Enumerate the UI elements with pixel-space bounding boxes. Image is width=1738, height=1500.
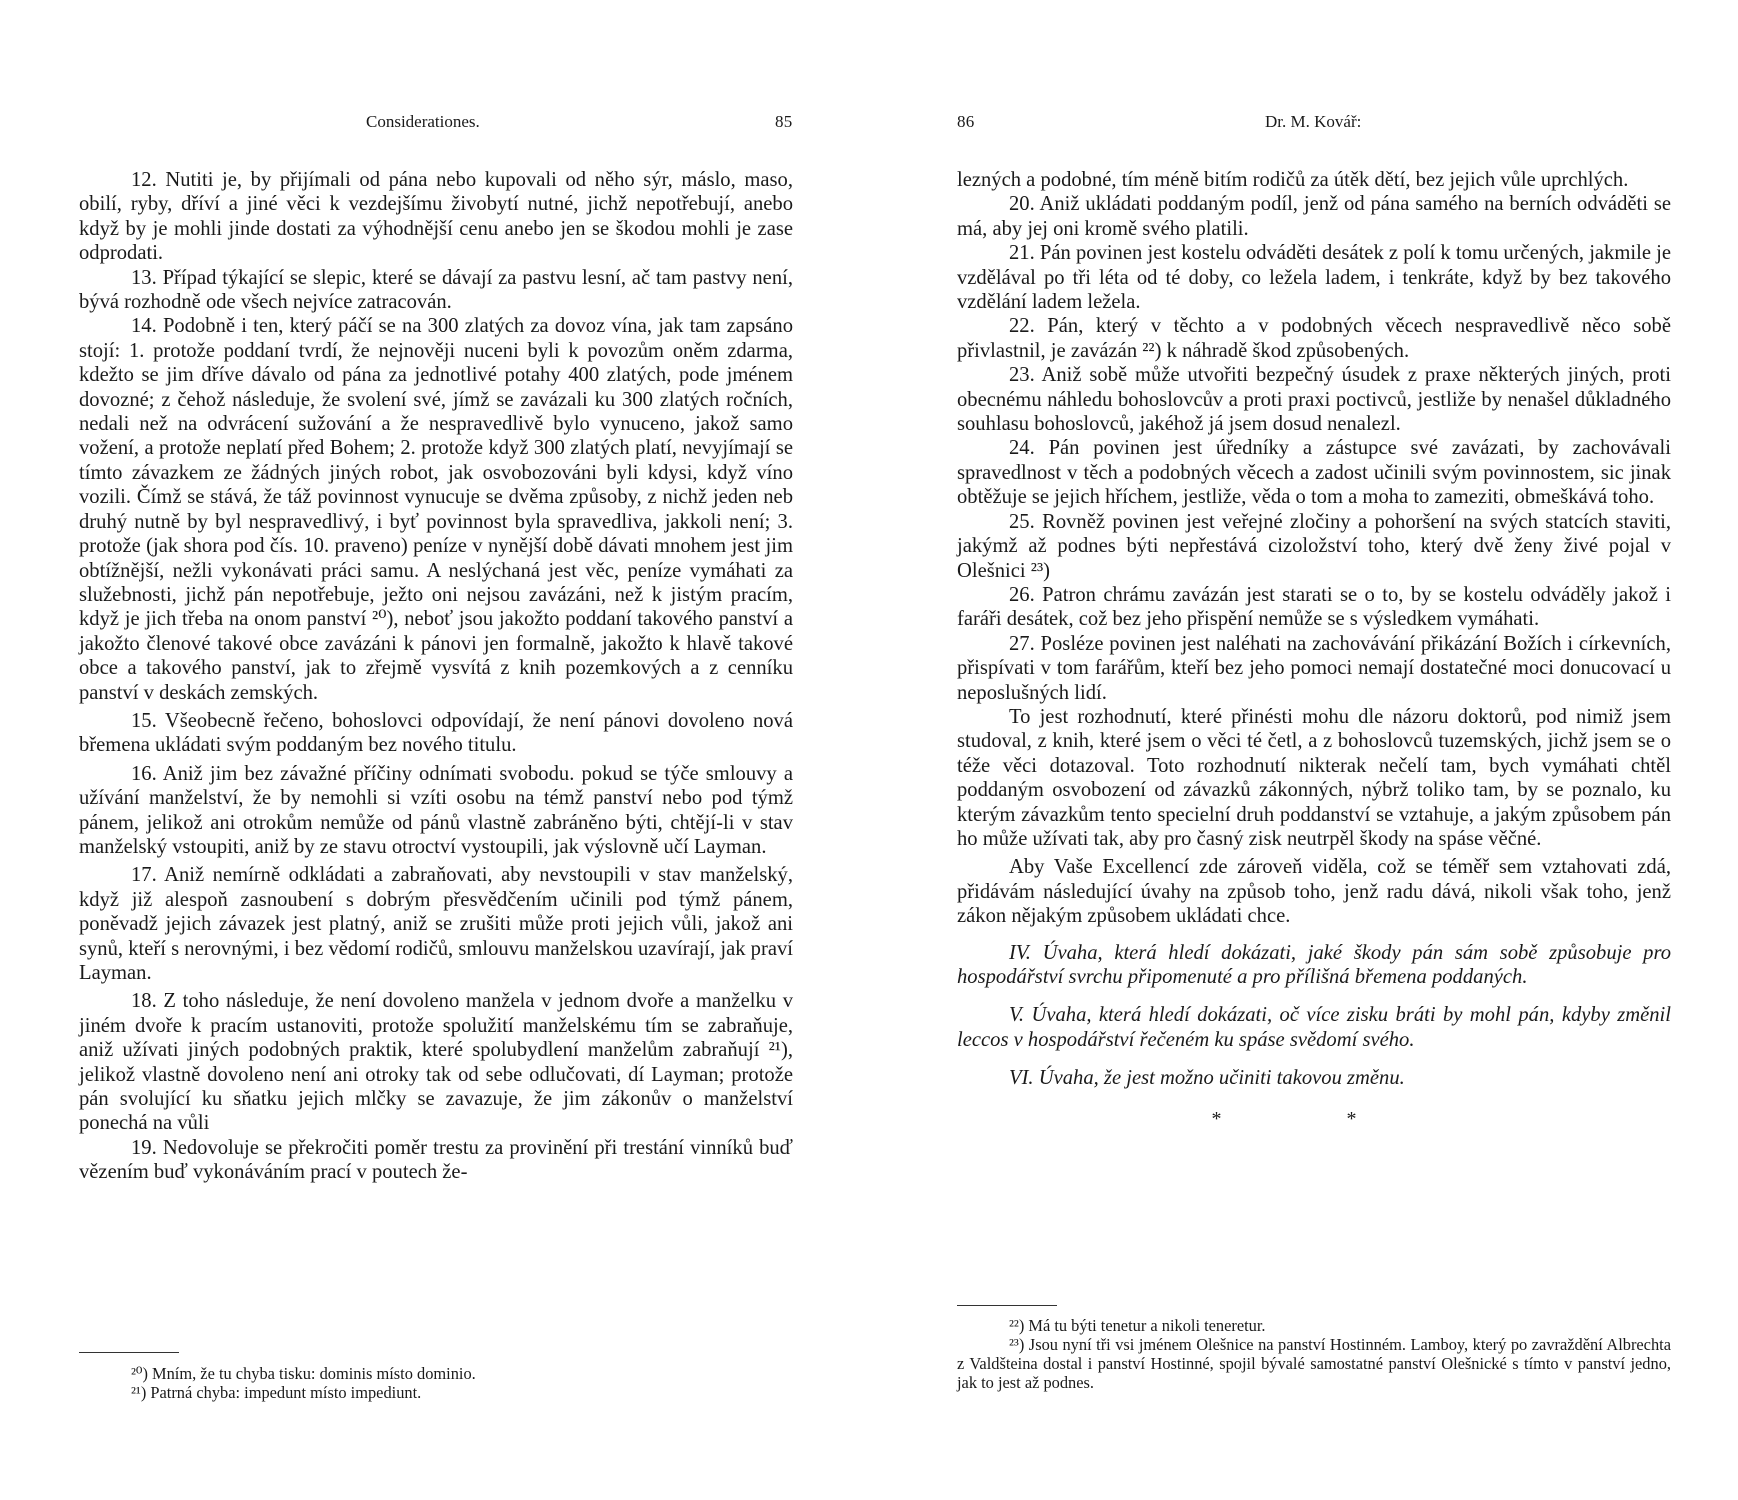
footnote-21: ²¹) Patrná chyba: impedunt místo impediunt. — [131, 1383, 422, 1402]
page-number: 85 — [775, 112, 793, 131]
running-head: Dr. M. Kovář: — [1265, 112, 1362, 131]
text-column — [79, 168, 793, 1185]
footnote-22: ²²) Má tu býti tenetur a nikoli teneretur. — [1009, 1316, 1266, 1335]
footnote-rule — [957, 1305, 1057, 1306]
paragraph-25: 25. Rovněž povinen jest veřejné zločiny a pohoršení na svých statcích staviti, jakýmž až podnes býti nepřestává cizoložství toho, který dvě ženy živé pojal v Olešnici ²³) — [957, 510, 1671, 582]
text-column — [957, 168, 1671, 1131]
paragraph-12: 12. Nutiti je, by přijímali od pána nebo kupovali od něho sýr, máslo, maso, obilí, ryby, dříví a jiné věci k vezdejšímu živobytí nutné, jichž nepotřebují, anebo když by je mohli jinde dostati za výhodnější cenu anebo jen se škodou mohli je zase odprodati. — [79, 169, 793, 265]
paragraph-14: 14. Podobně i ten, který páčí se na 300 zlatých za dovoz vína, jak tam zapsáno stojí: 1. protože poddaní tvrdí, že nejnověji nuceni byli k povozům oněm zdarma, kdežto se jim dříve dávalo od pána za jednotlivé potahy 400 zlatých, pode jménem dovozné; z čehož následuje, že svolení své, jímž se zavázali ku 300 zlatých ročních, nedali než na odvrácení sužování a že nespravedlivě bylo vynuceno, jakož samo vožení, a protože neplatí před Bohem; 2. protože když 300 zlatých platí, nevyjímají se tímto závazkem ze žádných jiných robot, jak osvobozováni byli kdysi, když víno vozili. Čímž se stává, že táž povinnost vynucuje se dvěma způsoby, z nichž jeden neb druhý nutně by byl nespravedlivý, i byť povinnost byla spravedliva, jakkoli není; 3. protože (jak shora pod čís. 10. praveno) peníze v nynější době dávati mnohem jest jim obtížnější, nežli vykonávati práci samu. A neslýchaná jest věc, peníze vymáhati za služebnosti, jichž pán nepotřebuje, ježto oni nejsou zavázáni, než k jistým pracím, když je jich třeba na onom panství ²⁰), neboť jsou jakožto poddaní takového panství a jakožto členové takové obce zavázáni k pánovi jen formalně, jakožto k hlavě takové obce a takového panství, jak to zřejmě vysvítá z knih pozemkových a z cenníku panství v deskách zemských. — [79, 315, 793, 704]
paragraph-13: 13. Případ týkající se slepic, které se dávají za pastvu lesní, ač tam pastvy není, bývá rozhodně ode všech nejvíce zatracován. — [79, 266, 793, 314]
paragraph-20: 20. Aniž ukládati poddaným podíl, jenž od pána samého na berních odváděti se má, aby jej oni kromě svého platili. — [957, 193, 1671, 240]
right-page — [869, 0, 1738, 1500]
paragraph-27: 27. Posléze povinen jest naléhati na zachovávání přikázání Božích i církevních, přispívati v tom farářům, kteří bez jeho pomoci nemají dostatečné moci donucovací u neposlušných lidí. — [957, 632, 1671, 704]
uvaha-v: V. Úvaha, která hledí dokázati, oč více zisku bráti by mohl pán, kdyby změnil leccos v hospodářství řečeném ku spáse svědomí svého. — [957, 1004, 1671, 1051]
page-number: 86 — [957, 112, 975, 131]
paragraph-18: 18. Z toho následuje, že není dovoleno manžela v jednom dvoře a manželku v jiném dvoře k pracím ustanoviti, protože spolužití manželskému tím se zabraňuje, aniž užívati jiných podobných praktik, které spolubydlení manželům zabraňují ²¹), jelikož vlastně dovoleno není ani otroky tak od sebe odlučovati, dí Layman; protože pán svolující ku sňatku jejich mlčky se zavazuje, že jim zákonův o manželství ponechá na vůli — [79, 990, 793, 1135]
paragraph-17: 17. Aniž nemírně odkládati a zabraňovati, aby nevstoupili v stav manželský, když již alespoň zasnoubení s dobrým přesvědčením učinili pod týmž pánem, poněvadž jejich závazek jest platný, aniž se zrušiti může proti jejich vůli, jakož ani synů, kteří s nerovnými, i bez vědomí rodičů, smlouvu manželskou uzavírají, jak praví Layman. — [79, 864, 793, 984]
paragraph-19-continued: lezných a podobné, tím méně bitím rodičů za útěk dětí, bez jejich vůle uprchlých. — [957, 169, 1629, 191]
footnotes — [79, 1364, 793, 1402]
paragraph-19: 19. Nedovoluje se překročiti poměr trestu za provinění při trestání vinníků buď vězením buď vykonáváním prací v poutech že- — [79, 1136, 793, 1184]
paragraph-16: 16. Aniž jim bez závažné příčiny odnímati svobodu. pokud se týče smlouvy a užívání manželství, že by nemohli si vzíti osobu na témž panství nebo pod týmž pánem, jelikož ani otrokům nemůže od pánů vlastně zabráněno býti, chtějí-li v stav manželský vstoupiti, aniž by ze stavu otroctví vystoupili, jak výslovně učí Layman. — [79, 762, 793, 858]
paragraph-23: 23. Aniž sobě může utvořiti bezpečný úsudek z praxe některých jiných, proti obecnému náhledu bohoslovcův a proti praxi poctivců, jestliže by nenašel důkladného souhlasu bohoslovců, jakéhož já jsem dosud nenalezl. — [957, 364, 1671, 436]
footnote-rule — [79, 1352, 179, 1353]
paragraph-conclusion: To jest rozhodnutí, které přinésti mohu dle názoru doktorů, pod nimiž jsem studoval, z knih, které jsem o věci té četl, a z bohoslovců tuzemských, jichž jsem se o téže věci dotazoval. Toto rozhodnutí nikterak nečelí tam, bych vymáhati chtěl poddaným osvobození od závazků zákonných, nýbrž toliko tam, by se poznalo, ku kterým závazkům tento specielní druh poddanství se vztahuje, a jakým způsobem pán ho může užívati tak, aby pro časný zisk neutrpěl škody na spáse věčné. — [957, 705, 1671, 850]
paragraph-24: 24. Pán povinen jest úředníky a zástupce své zavázati, by zachovávali spravedlnost v těch a podobných věcech a zadost učinili svým povinnostem, sic jinak obtěžuje se jejich hříchem, jestliže, věda o tom a moha to zameziti, obmeškává toho. — [957, 437, 1671, 509]
footnotes — [957, 1316, 1671, 1392]
footnote-23: ²³) Jsou nyní tři vsi jménem Olešnice na panství Hostinném. Lamboy, který po zavraždění Albrechta z Valdšteina dostal i panství Hostinné, spojil bývalé samostatné panství Olešnické s tímto v panství jedno, jak to jest až podnes. — [957, 1335, 1671, 1392]
uvaha-iv: IV. Úvaha, která hledí dokázati, jaké škody pán sám sobě způsobuje pro hospodářství svrchu připomenuté a pro přílišná břemena poddaných. — [957, 941, 1671, 988]
uvaha-vi: VI. Úvaha, že jest možno učiniti takovou změnu. — [1009, 1067, 1405, 1090]
paragraph-22: 22. Pán, který v těchto a v podobných věcech nespravedlivě něco sobě přivlastnil, je zavázán ²²) k náhradě škod způsobených. — [957, 315, 1671, 362]
paragraph-15: 15. Všeobecně řečeno, bohoslovci odpovídají, že není pánovi dovoleno nová břemena ukládati svým poddaným bez nového titulu. — [79, 709, 793, 757]
paragraph-26: 26. Patron chrámu zavázán jest starati se o to, by se kostelu odváděly jakož i faráři desátek, což bez jeho přispění nemůže se s výsledkem vymáhati. — [957, 583, 1671, 631]
paragraph-21: 21. Pán povinen jest kostelu odváděti desátek z polí k tomu určených, jakmile je vzdělával po tři léta od té doby, co ležela ladem, i tenkráte, když by bez takového vzdělání ladem ležela. — [957, 242, 1671, 314]
paragraph-excellency: Aby Vaše Excellencí zde zároveň viděla, což se téměř sem vztahovati zdá, přidávám následující úvahy na způsob toho, jenž radu dává, nikoli však toho, jenž zákon nějakým způsobem ukládati chce. — [957, 856, 1671, 928]
running-head: Considerationes. — [366, 112, 480, 131]
footnote-20: ²⁰) Mním, že tu chyba tisku: dominis místo dominio. — [131, 1364, 476, 1383]
section-stars: * * — [1211, 1107, 1417, 1130]
